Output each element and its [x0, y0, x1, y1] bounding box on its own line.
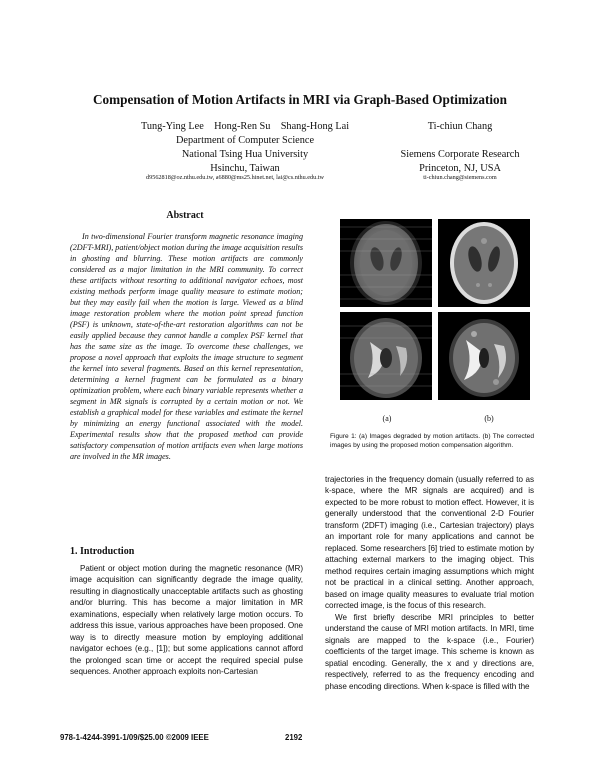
abstract-heading: Abstract [166, 210, 204, 221]
figure-label-b: (b) [484, 414, 494, 423]
author-email-right: ti-chiun.chang@siemens.com [423, 174, 497, 181]
author-city: Hsinchu, Taiwan [210, 163, 280, 174]
author-department: Department of Computer Science [175, 135, 315, 146]
author-emails-left: d9562818@oz.nthu.edu.tw, a6880@ms25.hinet.net, lai@cs.nthu.edu.tw [146, 174, 324, 181]
brain-degraded-image [340, 312, 432, 400]
figure-1 [340, 219, 530, 399]
phantom-corrected-image [438, 219, 530, 307]
author-city-right: Princeton, NJ, USA [419, 163, 501, 174]
paper-title: Compensation of Motion Artifacts in MRI via Graph-Based Optimization [93, 92, 507, 107]
figure-caption: Figure 1: (a) Images degraded by motion artifacts. (b) The corrected images by using the proposed motion compensation algorithm. [330, 433, 534, 449]
authors-left-block [95, 120, 395, 176]
author-university: National Tsing Hua University [181, 149, 309, 160]
section-heading-introduction: 1. Introduction [70, 546, 135, 557]
right-column-paragraph-2: We first briefly describe MRI principles to better understand the cause of MRI motion artifacts. In MRI, time signals are mapped to the k-space (i.e., Fourier) coefficients of the target image. This scheme is known as spatial encoding. Generally, the x and y directions are, respectively, referred to as the frequency encoding and phase encoding directions. When k-space is filled with the [325, 613, 534, 691]
figure-label-a: (a) [382, 414, 392, 423]
abstract-text: In two-dimensional Fourier transform magnetic resonance imaging (2DFT-MRI), patient/object motion during the image acquisition results in ghosting and blurring. These motion artifacts are commonly considered as a major limitation in the MRI community. To correct these artifacts without resorting to additional navigator echoes, most existing methods perform image quality measure to estimate motion; but they may easily fail when the motion is large. Viewed as a blind image restoration problem where the motion point spread function (PSF) is unknown, state-of-the-art restoration algorithms can not be easily applied because they cannot handle a complex PSF kernel that has the same size as the image. To overcome these challenges, we propose a novel approach that exploits the image structure to segment the kernel into several fragments. Based on this kernel representation, determining a kernel fragment can be formulated as a binary optimization problem, where each binary variable represents whether a segment in MR signals is corrupted by a certain motion or not. We establish a graphical model for these variables and estimate the kernel by minimizing an energy functional associated with the model. Experimental results show that the proposed method can provide satisfactory compensation of motion artifacts even when large motions are involved in the MR images. [70, 232, 303, 461]
phantom-degraded-image [340, 219, 432, 307]
footer-isbn: 978-1-4244-3991-1/09/$25.00 ©2009 IEEE [60, 733, 209, 742]
author-name-right: Ti-chiun Chang [427, 121, 493, 132]
introduction-text: Patient or object motion during the magnetic resonance (MR) image acquisition can significantly degrade the image quality, resulting in diagnostically unacceptable artifacts such as ghosting and/or blurring. This has become a major limitation in MR examinations, especially when relatively large motion occurs. To address this issue, various approaches have been proposed. One way is to directly measure motion by employing additional navigator echoes (e.g., [1]); but some applications cannot afford the prolonged scan time or accept the required special pulse sequences. Another approach exploits non-Cartesian [70, 564, 303, 677]
footer-page-number: 2192 [285, 733, 303, 742]
authors-right-block [385, 120, 535, 176]
brain-corrected-image [438, 312, 530, 400]
author-names: Tung-Ying Lee Hong-Ren Su Shang-Hong Lai [140, 121, 350, 132]
author-org-right: Siemens Corporate Research [400, 149, 520, 160]
right-column-paragraph-1: trajectories in the frequency domain (usually referred to as k-space, where the MR signals are acquired) and is expected to be more robust to motion effect. However, it is generally understood that the conventional 2-D Fourier transform (2DFT) imaging (i.e., Cartesian trajectory) plays an important role for many applications and cannot be replaced. Some researchers [6] tried to estimate motion by attaching external markers to the imaging object. This method requires certain imaging assumptions which might not be practical in a clinical setting. Another approach, based on image quality measures to evaluate trial motion corrected image, is the focus of this research. [325, 475, 534, 610]
